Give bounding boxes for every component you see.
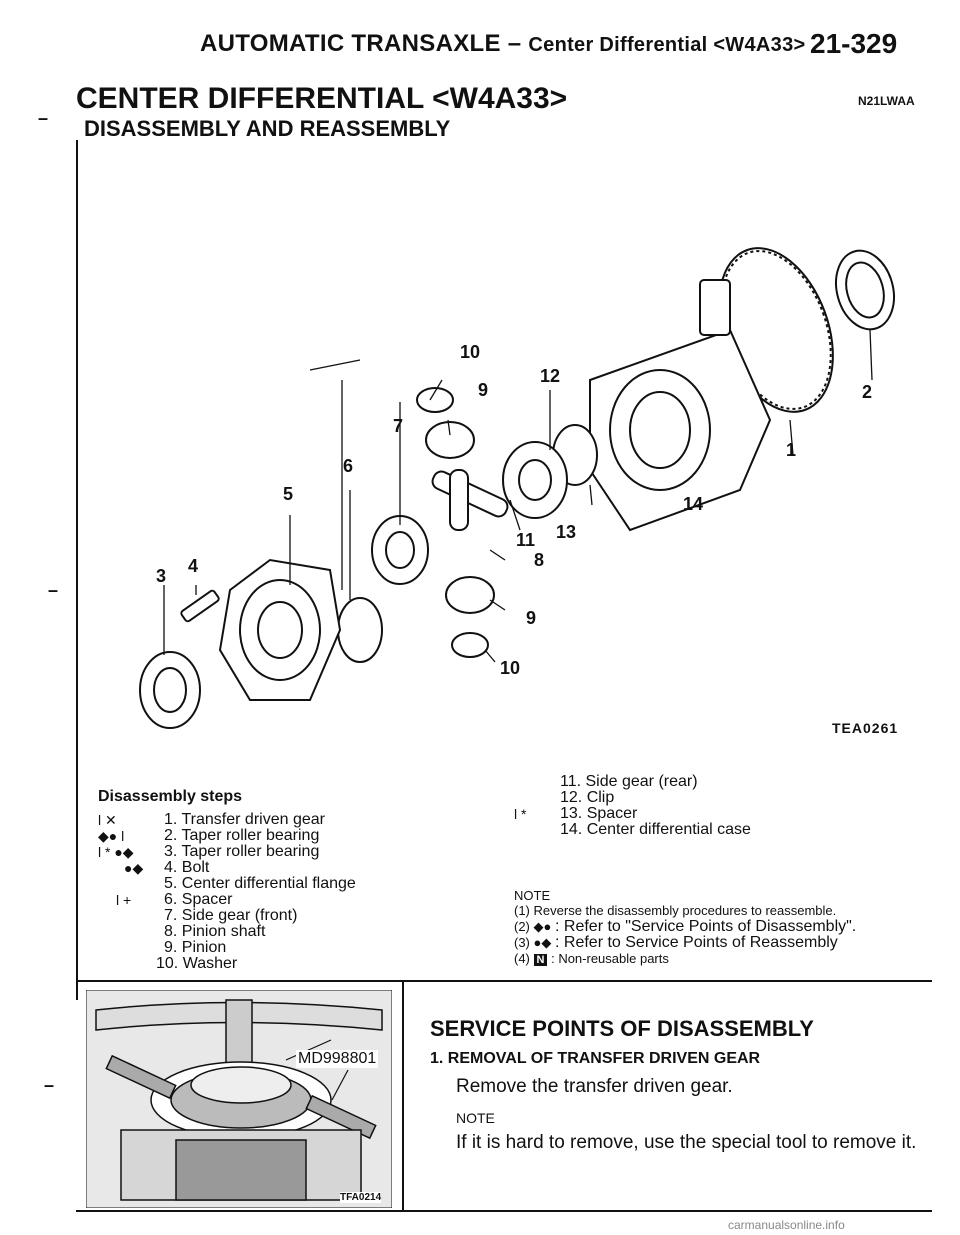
step-mark: l ✕ xyxy=(98,812,117,828)
step-item: 6. Spacer xyxy=(164,891,233,908)
left-margin-rule xyxy=(76,140,78,1000)
callout-label: 5 xyxy=(283,484,294,504)
service-points-note-text: If it is hard to remove, use the special tool to remove it. xyxy=(456,1132,917,1153)
watermark: carmanualsonline.info xyxy=(728,1218,845,1232)
step-item: 2. Taper roller bearing xyxy=(164,827,320,844)
header-sub: Center Differential <W4A33> xyxy=(528,34,806,56)
service-points-subtitle: 1. REMOVAL OF TRANSFER DRIVEN GEAR xyxy=(430,1050,761,1067)
note-num: (1) xyxy=(514,903,530,918)
note-num: (4) xyxy=(514,951,530,966)
callout-label: 6 xyxy=(343,456,354,476)
callout-label: 12 xyxy=(540,366,561,386)
disassembly-steps-title: Disassembly steps xyxy=(98,788,243,805)
step-mark: l * ●◆ xyxy=(98,844,134,860)
running-header xyxy=(200,30,805,58)
side-gear-front-drawing xyxy=(372,516,428,584)
photo-code: TFA0214 xyxy=(340,1192,382,1203)
washer-bottom-drawing xyxy=(452,633,488,657)
note-line xyxy=(514,903,836,918)
bolt-drawing xyxy=(180,590,220,623)
note-symbol: ●◆ xyxy=(533,935,552,950)
step-item: 12. Clip xyxy=(560,789,615,806)
special-tool-photo xyxy=(86,990,392,1208)
callout-label: 1 xyxy=(786,440,797,460)
step-item: 3. Taper roller bearing xyxy=(164,843,320,860)
service-points-note-label: NOTE xyxy=(456,1110,495,1126)
callout-label: 8 xyxy=(534,550,545,570)
page-title: CENTER DIFFERENTIAL <W4A33> xyxy=(76,82,568,115)
note-line xyxy=(514,934,838,952)
service-points-title: SERVICE POINTS OF DISASSEMBLY xyxy=(430,1016,814,1041)
non-reusable-icon: N xyxy=(534,954,548,966)
step-item: 5. Center differential flange xyxy=(164,875,356,892)
step-mark: ●◆ xyxy=(124,860,144,876)
step-item: 4. Bolt xyxy=(164,859,210,876)
bearing-2-drawing xyxy=(828,244,903,336)
note-symbol: ◆● xyxy=(533,919,552,934)
margin-mark: – xyxy=(44,1075,55,1095)
note-text: : Refer to Service Points of Reassembly xyxy=(555,934,838,951)
step-item: 9. Pinion xyxy=(164,939,227,956)
step-mark: l * xyxy=(514,806,527,822)
title-code: N21LWAA xyxy=(858,94,915,108)
step-mark: l + xyxy=(116,892,132,908)
section-divider xyxy=(76,980,932,982)
pinion-shaft-drawing xyxy=(430,469,510,530)
page-number: 21-329 xyxy=(810,28,898,59)
photo-divider xyxy=(402,980,404,1210)
header-main: AUTOMATIC TRANSAXLE xyxy=(200,30,501,57)
callout-label: 10 xyxy=(500,658,521,678)
service-points-body: Remove the transfer driven gear. xyxy=(456,1076,733,1097)
figure-code: TEA0261 xyxy=(832,720,899,736)
callout-label: 14 xyxy=(683,494,704,514)
exploded-diagram xyxy=(130,230,910,730)
note-text: : Non-reusable parts xyxy=(551,951,669,966)
step-item: 14. Center differential case xyxy=(560,821,751,838)
callout-label: 9 xyxy=(478,380,489,400)
note-num: (3) xyxy=(514,935,530,950)
callout-label: 9 xyxy=(526,608,537,628)
step-item: 11. Side gear (rear) xyxy=(560,773,698,790)
callout-label: 11 xyxy=(516,530,536,550)
bottom-rule xyxy=(76,1210,932,1212)
pinion-top-drawing xyxy=(426,422,474,458)
step-item: 7. Side gear (front) xyxy=(164,907,298,924)
callout-label: 7 xyxy=(393,416,404,436)
step-item: 8. Pinion shaft xyxy=(164,923,266,940)
callout-label: 3 xyxy=(156,566,167,586)
pinion-bottom-drawing xyxy=(446,577,494,613)
note-text: Reverse the disassembly procedures to reassemble. xyxy=(533,903,837,918)
note-text: : Refer to "Service Points of Disassembly". xyxy=(555,918,857,935)
step-item: 10. Washer xyxy=(156,955,238,972)
section-heading: DISASSEMBLY AND REASSEMBLY xyxy=(84,116,451,141)
tool-label: MD998801 xyxy=(298,1050,377,1067)
center-differential-flange-drawing xyxy=(220,560,340,700)
callout-label: 4 xyxy=(188,556,199,576)
header-separator: – xyxy=(507,30,522,57)
callout-label: 13 xyxy=(556,522,577,542)
callout-label: 2 xyxy=(862,382,873,402)
step-item: 1. Transfer driven gear xyxy=(164,811,325,828)
bearing-3-drawing xyxy=(140,652,200,728)
spacer-drawing xyxy=(338,598,382,662)
callout-label: 10 xyxy=(460,342,481,362)
step-mark: ◆● l xyxy=(98,828,125,844)
margin-mark: – xyxy=(48,580,59,600)
note-line xyxy=(514,951,669,966)
note-num: (2) xyxy=(514,919,530,934)
step-item: 13. Spacer xyxy=(560,805,638,822)
margin-mark: – xyxy=(38,108,49,128)
note-label: NOTE xyxy=(514,888,551,903)
